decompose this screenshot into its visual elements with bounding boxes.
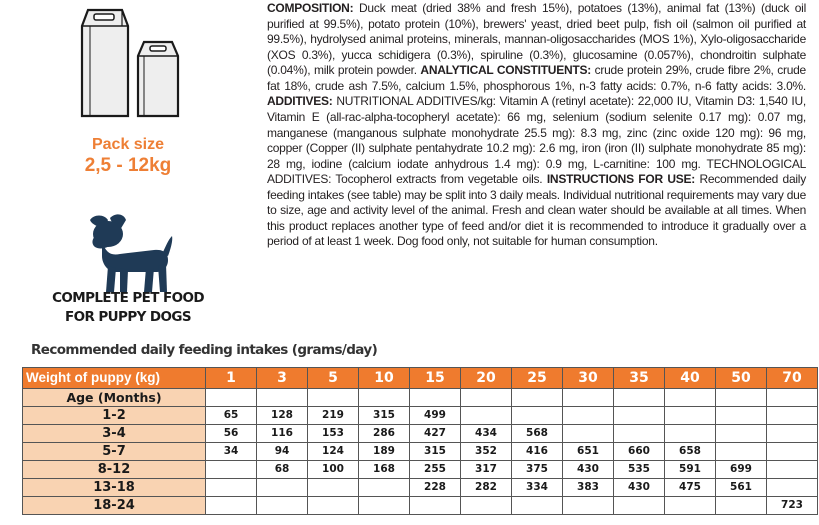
- table-cell: [206, 497, 257, 515]
- food-bags-icon: [70, 4, 200, 124]
- age-label-cell: Age (Months): [23, 389, 206, 407]
- age-cell: 1-2: [23, 407, 206, 425]
- table-cell: 651: [563, 443, 614, 461]
- table-cell: 591: [665, 461, 716, 479]
- puppy-dog-icon: [82, 212, 174, 296]
- table-row: [23, 389, 818, 407]
- weight-label-cell: Weight of puppy (kg): [23, 368, 206, 389]
- table-cell: 535: [614, 461, 665, 479]
- table-cell: 189: [359, 443, 410, 461]
- weight-header-cell: 3: [257, 368, 308, 389]
- table-cell: 116: [257, 425, 308, 443]
- weight-header-cell: 15: [410, 368, 461, 389]
- table-cell: [563, 425, 614, 443]
- weight-header-cell: 30: [563, 368, 614, 389]
- table-cell: [359, 389, 410, 407]
- instructions-text: Recommended daily feeding intakes (see table) may be split into 3 daily meals. Individual nutritional requirements may vary due to size, age and activity level of the animal. Fresh and clean water should be available at all times. When this product replaces another type of feed and/or diet it is recommended to introduce it gradually over a period of at least 1 week. Dog food only, not suitable for human consumption.: [267, 172, 806, 249]
- weight-header-cell: 70: [767, 368, 818, 389]
- table-cell: [257, 497, 308, 515]
- weight-header-cell: 50: [716, 368, 767, 389]
- table-cell: [716, 425, 767, 443]
- table-cell: [614, 407, 665, 425]
- weight-header-cell: 25: [512, 368, 563, 389]
- table-cell: 499: [410, 407, 461, 425]
- table-cell: [614, 389, 665, 407]
- weight-header-cell: 10: [359, 368, 410, 389]
- age-cell: 13-18: [23, 479, 206, 497]
- table-cell: [614, 425, 665, 443]
- age-cell: 8-12: [23, 461, 206, 479]
- feeding-table: [22, 367, 818, 515]
- pack-size-range: 2,5 - 12kg: [84, 155, 172, 176]
- table-cell: 660: [614, 443, 665, 461]
- table-cell: 315: [359, 407, 410, 425]
- feeding-table-title: Recommended daily feeding intakes (grams/day): [31, 342, 378, 358]
- table-cell: [206, 479, 257, 497]
- table-cell: 286: [359, 425, 410, 443]
- table-cell: [461, 497, 512, 515]
- composition-heading: COMPOSITION:: [267, 1, 354, 15]
- age-cell: 5-7: [23, 443, 206, 461]
- composition-text: Duck meat (dried 38% and fresh 15%), potatoes (13%), animal fat (13%) (duck oil purified at 99.5%), potato protein (10%), brewers' yeast, dried beet pulp, fish oil (salmon oil purified at 99.5%), hydrolysed animal proteins, minerals, mannan-oligosaccharides (MOS 1%), Xylo-oligosaccharide (XOS 0.3%), yucca schidigera (0.3%), spiruline (0.3%), glucosamine (0.057%), chondroitin sulphate (0.04%), milk protein powder.: [267, 1, 806, 78]
- age-cell: 18-24: [23, 497, 206, 515]
- table-cell: [767, 443, 818, 461]
- table-cell: [716, 443, 767, 461]
- table-cell: 65: [206, 407, 257, 425]
- table-cell: [512, 407, 563, 425]
- table-cell: 430: [563, 461, 614, 479]
- table-cell: 124: [308, 443, 359, 461]
- product-label: [20, 289, 236, 327]
- table-cell: 375: [512, 461, 563, 479]
- table-cell: 427: [410, 425, 461, 443]
- table-cell: [308, 497, 359, 515]
- table-row: [23, 497, 818, 515]
- table-cell: [767, 461, 818, 479]
- product-label-line1: COMPLETE PET FOOD: [52, 290, 204, 306]
- table-cell: [767, 425, 818, 443]
- table-cell: [665, 407, 716, 425]
- analytical-text: crude protein 29%, crude fibre 2%, crude fat 18%, crude ash 7.5%, calcium 1.5%, phosphorous 1%, n-3 fatty acids: 0.7%, n-6 fatty acids: 3.0%.: [267, 63, 806, 93]
- weight-header-cell: 1: [206, 368, 257, 389]
- table-cell: 94: [257, 443, 308, 461]
- table-cell: [767, 407, 818, 425]
- table-cell: [206, 461, 257, 479]
- table-cell: [716, 497, 767, 515]
- table-cell: [716, 407, 767, 425]
- table-row: [23, 461, 818, 479]
- table-cell: 434: [461, 425, 512, 443]
- table-cell: 68: [257, 461, 308, 479]
- additives-heading: ADDITIVES:: [267, 94, 333, 109]
- table-row: [23, 425, 818, 443]
- table-cell: [563, 407, 614, 425]
- table-header-row: [23, 368, 818, 389]
- table-cell: [257, 389, 308, 407]
- table-cell: [665, 389, 716, 407]
- table-cell: [206, 389, 257, 407]
- table-cell: 228: [410, 479, 461, 497]
- table-cell: [257, 479, 308, 497]
- table-cell: 255: [410, 461, 461, 479]
- table-cell: 723: [767, 497, 818, 515]
- table-cell: 475: [665, 479, 716, 497]
- table-cell: 128: [257, 407, 308, 425]
- table-cell: 352: [461, 443, 512, 461]
- table-cell: [512, 497, 563, 515]
- table-cell: [665, 425, 716, 443]
- table-cell: [359, 497, 410, 515]
- table-row: [23, 479, 818, 497]
- table-cell: [359, 479, 410, 497]
- table-cell: 219: [308, 407, 359, 425]
- weight-header-cell: 35: [614, 368, 665, 389]
- age-cell: 3-4: [23, 425, 206, 443]
- table-cell: [767, 479, 818, 497]
- table-cell: [308, 389, 359, 407]
- weight-header-cell: 40: [665, 368, 716, 389]
- table-cell: 56: [206, 425, 257, 443]
- weight-header-cell: 20: [461, 368, 512, 389]
- table-cell: 658: [665, 443, 716, 461]
- table-cell: [767, 389, 818, 407]
- table-cell: [563, 497, 614, 515]
- additives-text: NUTRITIONAL ADDITIVES/kg: Vitamin A (retinyl acetate): 22,000 IU, Vitamin D3: 1,540 IU, Vitamin E (all-rac-alpha-tocopheryl acetate): 66 mg, selenium (sodium selenite 0.17 mg): 0.07 mg, manganese (manganous sulphate monohydrate 25.5 mg): 8.3 mg, zinc (zinc oxide 120 mg): 96 mg, copper (Copper (II) sulphate pentahydrate 10.2 mg): 2.6 mg, iron (iron (II) sulphate monohydrate 85 mg): 28 mg, iodine (calcium iodate anhydrous 1.4 mg): 0.9 mg, L-carnitine: 100 mg. TECHNOLOGICAL ADDITIVES: Tocopherol extracts from vegetable oils.: [267, 94, 806, 187]
- table-row: [23, 443, 818, 461]
- table-row: [23, 407, 818, 425]
- table-cell: [461, 389, 512, 407]
- table-cell: 430: [614, 479, 665, 497]
- table-cell: 561: [716, 479, 767, 497]
- table-cell: [512, 389, 563, 407]
- table-cell: 383: [563, 479, 614, 497]
- table-cell: [665, 497, 716, 515]
- table-cell: 699: [716, 461, 767, 479]
- product-label-line2: FOR PUPPY DOGS: [64, 309, 191, 325]
- table-cell: 34: [206, 443, 257, 461]
- table-cell: 416: [512, 443, 563, 461]
- table-cell: 153: [308, 425, 359, 443]
- table-cell: 168: [359, 461, 410, 479]
- pack-size-title: Pack size: [91, 136, 165, 153]
- table-cell: [614, 497, 665, 515]
- table-cell: [461, 407, 512, 425]
- table-cell: [716, 389, 767, 407]
- table-cell: 100: [308, 461, 359, 479]
- instructions-heading: INSTRUCTIONS FOR USE:: [546, 172, 695, 187]
- analytical-heading: ANALYTICAL CONSTITUENTS:: [420, 63, 591, 78]
- table-cell: [410, 497, 461, 515]
- table-cell: 334: [512, 479, 563, 497]
- composition-text-block: [267, 1, 806, 250]
- table-cell: 282: [461, 479, 512, 497]
- table-cell: [410, 389, 461, 407]
- table-cell: 568: [512, 425, 563, 443]
- table-cell: [563, 389, 614, 407]
- weight-header-cell: 5: [308, 368, 359, 389]
- table-cell: 315: [410, 443, 461, 461]
- table-cell: 317: [461, 461, 512, 479]
- table-cell: [308, 479, 359, 497]
